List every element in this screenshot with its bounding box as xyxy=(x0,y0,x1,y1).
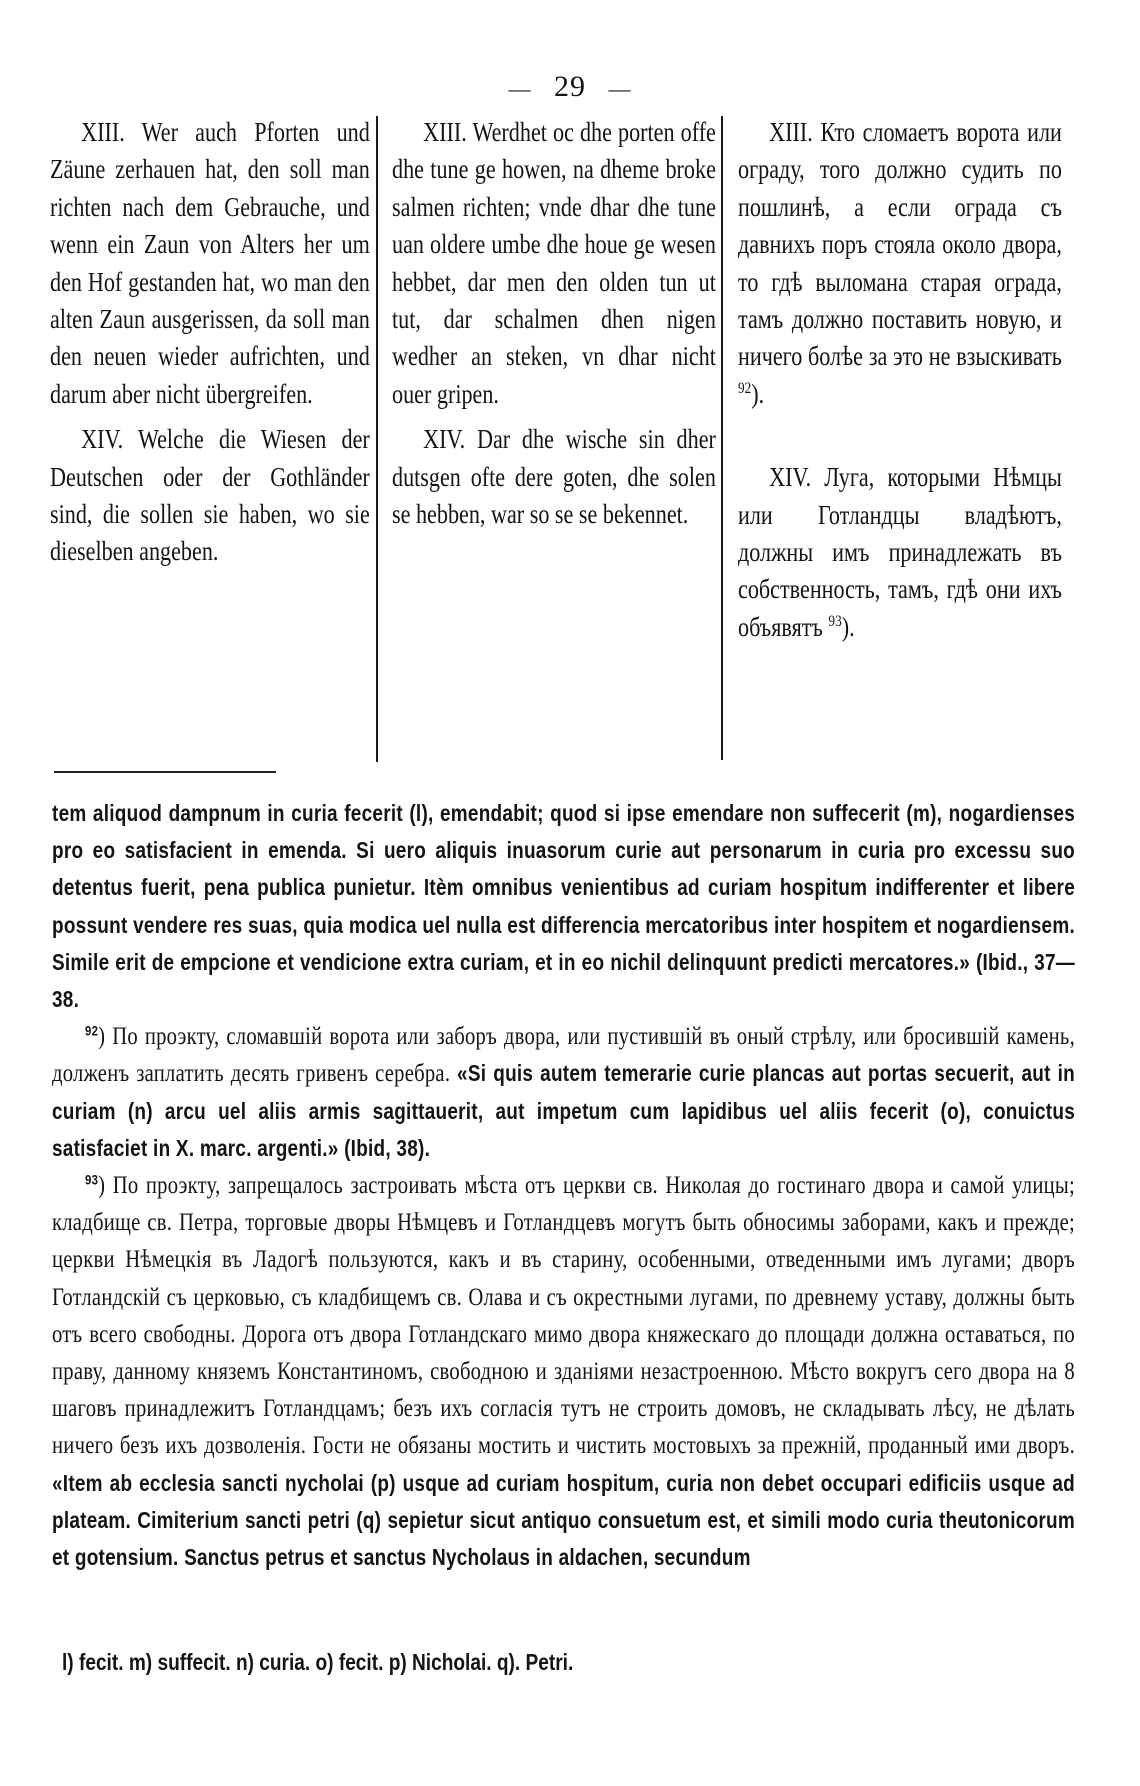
footnote-92-russian: ) По проэкту, сломавшій ворота или заборъ двора, или пустившій въ оный стрѣлу, или бросившій камень, долженъ заплатить десять гривенъ серебра. xyxy=(52,1023,1076,1088)
article-14-german: XIV. Welche die Wiesen der Deutschen oder der Gothländer sind, die sollen sie haben, wo sie dieselben angeben. xyxy=(50,424,370,567)
footnote-93-latin: «Item ab ecclesia sancti nycholai (p) usque ad curiam hospitum, curia non debet occupari edificiis usque ad plateam. Cimiterium sancti petri (q) sepietur sicut antiquo consuetum est, et simili modo curia theutonicorum et gotensium. Sanctus petrus et sanctus Nycholaus in aldachen, secundum xyxy=(52,1469,1075,1571)
article-14-low-german: XIV. Dar dhe wische sin dher dutsgen ofte dere goten, dhe solen se hebben, war so se se bekennet. xyxy=(392,424,716,530)
page-number-value: 29 xyxy=(554,70,586,103)
footnote-92-latin: «Si quis autem temerarie curie plancas aut portas secuerit, aut in curiam (n) arcu uel aliis armis sagittauerit, aut impetum cum lapidibus uel aliis fecerit (o), conuictus satisfaciet in X. marc. argenti.» (Ibid, 38). xyxy=(52,1060,1076,1161)
article-13-russian-end: ). xyxy=(751,378,765,409)
article-13-russian-text: XIII. Кто сломаетъ ворота или ограду, того должно судить по пошлинѣ, а если ограда съ давнихъ поръ стояла около двора, то гдѣ выломана старая ограда, тамъ должно поставить новую, и ничего болѣе за это не взыскивать xyxy=(738,117,1062,372)
article-14-russian-end: ). xyxy=(841,611,855,642)
column-low-german xyxy=(392,114,716,533)
footnotes xyxy=(52,795,1075,1576)
page-number xyxy=(0,70,1140,104)
footnote-ref-93[interactable]: 93 xyxy=(828,611,842,630)
footnote-ref-92[interactable]: 92 xyxy=(738,378,752,397)
article-13-german: XIII. Wer auch Pforten und Zäune zerhauen hat, den soll man richten nach dem Gebrauche, und wenn ein Zaun von Alters her um den Hof gestanden hat, wo man den alten Zaun ausgerissen, da soll man den neuen wieder aufrichten, und darum aber nicht übergreifen. xyxy=(50,117,370,409)
footnote-93 xyxy=(52,1167,1075,1576)
article-14-russian xyxy=(738,459,1062,646)
parallel-text-columns xyxy=(0,114,1140,764)
footnote-93-russian: ) По проэкту, запрещалось застроивать мѣста отъ церкви св. Николая до гостинаго двора и самой улицы; кладбище св. Петра, торговые дворы Нѣмцевъ и Готландцевъ могутъ быть обносимы заборами, какъ и прежде; церкви Нѣмецкія въ Ладогѣ пользуются, какъ и въ старину, особенными, отведенными имъ лугами; дворъ Готландскій съ церковью, съ кладбищемъ св. Олава и съ окрестными лугами, по древнему уставу, должны быть отъ всего свободны. Дорога отъ двора Готландскаго мимо двора княжескаго до площади должна оставаться, по праву, данному княземъ Константиномъ, свободною и зданіями незастроенною. Мѣсто вокругъ сего двора на 8 шаговъ принадлежитъ Готландцамъ; безъ ихъ согласія тутъ не строить домовъ, не складывать лѣсу, не дѣлать ничего безъ ихъ дозволенія. Гости не обязаны мостить и чистить мостовыхъ за прежній, проданный ими дворъ. xyxy=(52,1172,1076,1460)
article-13-low-german: XIII. Werdhet oc dhe porten offe dhe tune ge howen, na dheme broke salmen richten; vnde dhar dhe tune uan oldere umbe dhe houe ge wesen hebbet, dar men den olden tun ut tut, dar schalmen dhen nigen wedher an steken, vn dhar nicht ouer gripen. xyxy=(392,117,716,409)
page-number-dash-left: — xyxy=(508,76,532,102)
column-german xyxy=(50,114,370,571)
page-number-dash-right: — xyxy=(608,76,632,102)
footnote-92 xyxy=(52,1018,1075,1167)
footnote-93-mark: 93 xyxy=(85,1172,99,1188)
column-russian xyxy=(738,114,1062,646)
article-14-russian-text: XIV. Луга, которыми Нѣмцы или Готландцы владѣютъ, должны имъ принадлежать въ собственность, тамъ, гдѣ они ихъ объявятъ xyxy=(738,462,1062,642)
textual-variants: l) fecit. m) suffecit. n) curia. o) fecit. p) Nicholai. q). Petri. xyxy=(62,1649,574,1675)
footnote-separator xyxy=(54,771,276,773)
footnote-continuation: tem aliquod dampnum in curia fecerit (l), emendabit; quod si ipse emendare non suffecerit (m), nogardienses pro eo satisfacient in emenda. Si uero aliquis inuasorum curie aut personarum in curia pro excessu suo detentus fuerit, pena publica punietur. Itèm omnibus venientibus ad curiam hospitum indifferenter et libere possunt vendere res suas, quia modica uel nulla est differencia mercatoribus inter hospitem et nogardiensem. Simile erit de empcione et vendicione extra curiam, et in eo nichil delinquunt predicti mercatores.» (Ibid., 37—38. xyxy=(52,800,1075,1013)
footnote-92-mark: 92 xyxy=(85,1023,99,1039)
article-13-russian xyxy=(738,114,1062,413)
